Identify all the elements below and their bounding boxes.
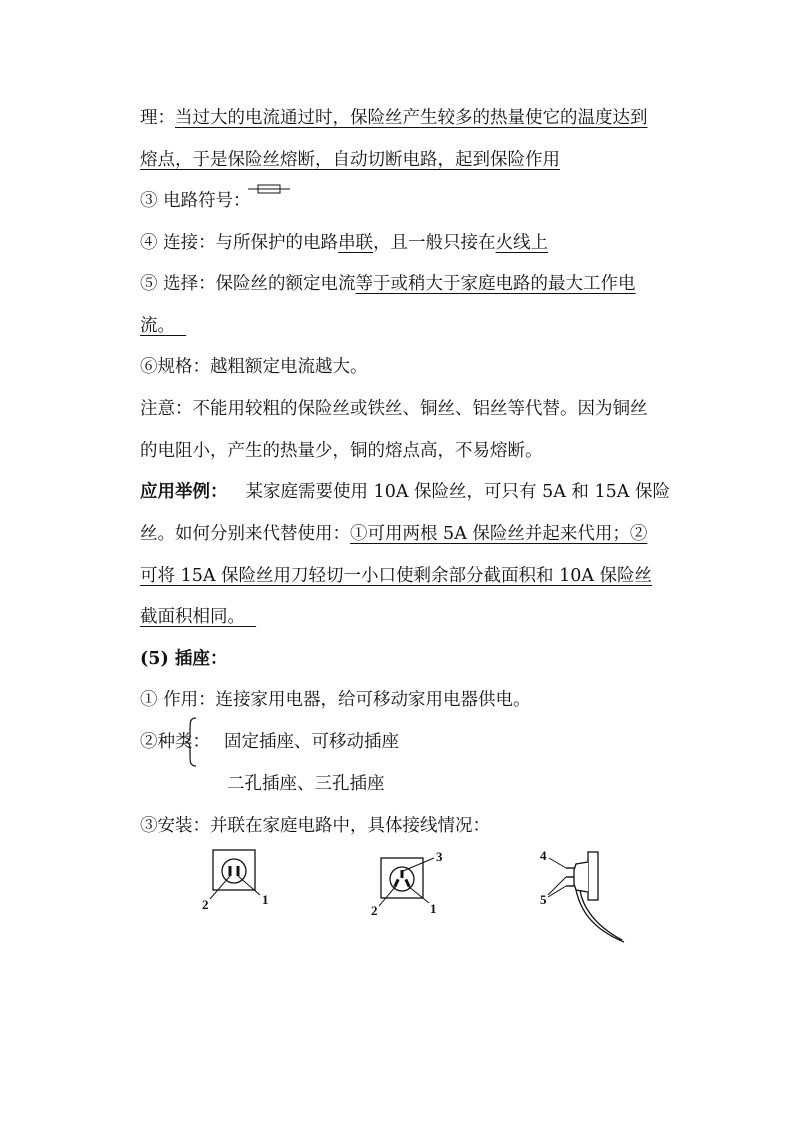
brace-icon [183,716,199,768]
selection-text: ⑤ 选择：保险丝的额定电流 [140,274,356,294]
socket-types-1: 固定插座、可移动插座 [224,732,399,752]
line-2 [140,149,680,171]
line-3 [140,190,680,212]
socket-function-text: ① 作用：连接家用电器，给可移动家用电器供电。 [140,690,531,710]
line-4 [140,232,680,254]
line-14 [140,648,680,670]
line-16 [140,731,680,753]
example-answer-2-end: 截面积相同。 [140,607,245,627]
connection-text: ④ 连接：与所保护的电路 [140,233,339,253]
spec-text: ⑥规格：越粗额定电流越大。 [140,357,368,377]
fuse-symbol-icon [248,182,290,196]
installation-text: ③安装：并联在家庭电路中，具体接线情况： [140,816,490,836]
connection-text-2: ，且一般只接在 [373,233,496,253]
example-answer-2: 可将 15A 保险丝用刀轻切一小口使剩余部分截面积和 10A 保险丝 [140,566,653,586]
socket-types-2: 二孔插座、三孔插座 [227,774,385,794]
socket-types-label: ②种类： [140,732,210,752]
line-12 [140,565,680,587]
line-5 [140,273,680,295]
line-8 [140,398,680,420]
line-7 [140,356,680,378]
example-text: 某家庭需要使用 10A 保险丝，可只有 5A 和 15A 保险 [245,482,670,502]
two-hole-socket-figure [196,846,282,914]
two-hole-label-2: 2 [202,897,209,912]
note-text: 注意：不能用较粗的保险丝或铁丝、铜丝、铝丝等代替。因为铜丝 [140,399,648,419]
live-wire-underlined: 火线上 [495,233,549,253]
selection-underlined-end: 流。 [140,316,175,336]
line-9 [140,440,680,462]
socket-heading: (5) 插座： [140,649,228,669]
line-13 [140,606,680,628]
two-hole-label-1: 1 [262,892,269,907]
line-1 [140,107,680,129]
example-question: 丝。如何分别来代替使用： [140,524,350,544]
line-10 [140,481,680,503]
line-15 [140,689,680,711]
side-view-label-4: 4 [540,848,547,863]
three-hole-label-3: 3 [436,849,443,864]
three-hole-label-2: 2 [371,903,378,918]
example-answer-1: ①可用两根 5A 保险丝并起来代用；② [350,524,648,544]
line-6 [140,315,680,337]
example-heading: 应用举例： [140,482,228,502]
side-view-plug-figure [536,846,632,946]
line-17 [227,773,767,795]
three-hole-label-1: 1 [430,901,437,916]
selection-underlined: 等于或稍大于家庭电路的最大工作电 [355,274,636,294]
circuit-symbol-label: ③ 电路符号： [140,191,251,211]
fuse-principle-continued: 熔点，于是保险丝熔断，自动切断电路，起到保险作用 [140,150,560,170]
note-text-2: 的电阻小，产生的热量少，铜的熔点高，不易熔断。 [140,441,543,461]
fuse-principle-underlined: 当过大的电流通过时，保险丝产生较多的热量使它的温度达到 [175,108,648,128]
line-18 [140,815,680,837]
line-11 [140,523,680,545]
side-view-label-5: 5 [540,892,547,907]
text-li-prefix: 理： [140,108,175,128]
series-underlined: 串联 [338,233,374,253]
three-hole-socket-figure [366,846,452,918]
